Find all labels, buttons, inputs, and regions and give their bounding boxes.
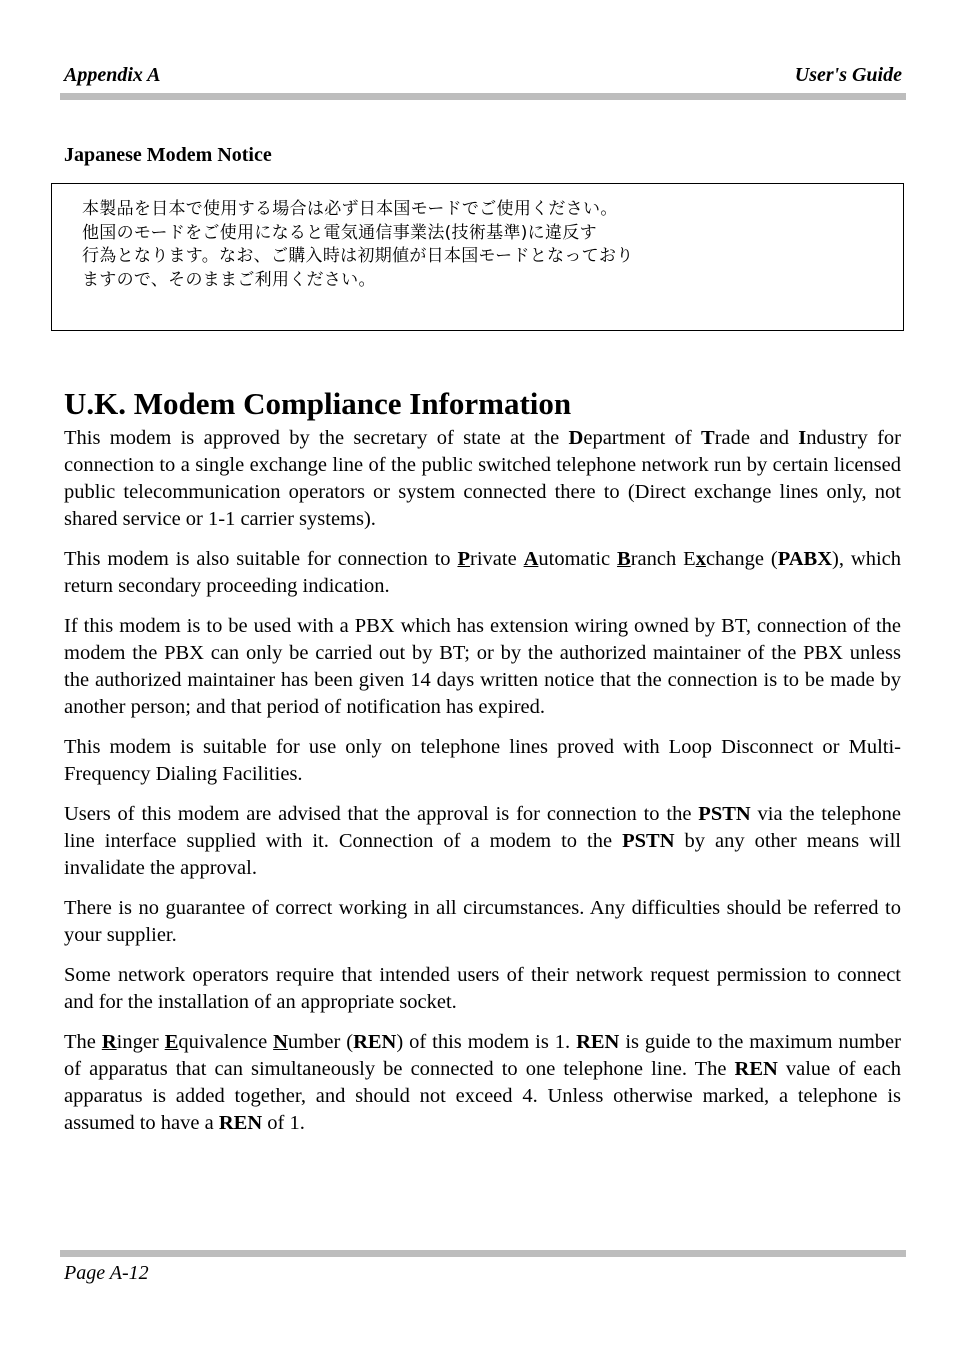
paragraph-guarantee: There is no guarantee of correct working in all circumstances. Any difficulties should be referred to your supplier. [64, 897, 901, 946]
japanese-notice-box [51, 183, 904, 331]
page-header [64, 64, 902, 92]
footer-divider [60, 1250, 906, 1257]
paragraph-pstn: Users of this modem are advised that the approval is for connection to the PSTN via the telephone line interface supplied with it. Connection of a modem to the PSTN by any other means will invalidate the approval. [64, 803, 902, 879]
japanese-notice-line: 本製品を日本で使用する場合は必ず日本国モードでご使用ください。 [82, 199, 618, 219]
paragraph-ren: The Ringer Equivalence Number (REN) of this modem is 1. REN is guide to the maximum number of apparatus that can simultaneously be connected to one telephone line. The REN value of each apparatus is added together, and should not exceed 4. Unless otherwise marked, a telephone is assumed to have a REN of 1. [64, 1031, 901, 1134]
japanese-notice-line: ますので、そのままご利用ください。 [82, 269, 376, 290]
header-document-title: User's Guide [794, 64, 902, 86]
paragraph-pabx: This modem is also suitable for connection to Private Automatic Branch Exchange (PABX), which return secondary proceeding indication. [64, 548, 902, 597]
header-section-title: Appendix A [64, 64, 161, 86]
paragraph-line-types: This modem is suitable for use only on telephone lines proved with Loop Disconnect or Multi-Frequency Dialing Facilities. [64, 736, 901, 785]
paragraph-pbx-wiring: If this modem is to be used with a PBX which has extension wiring owned by BT, connection of the modem the PBX can only be carried out by BT; or by the authorized maintainer of the PBX unless the authorized maintainer has been given 14 days written notice that the connection is to be made by another person; and that period of notification has expired. [64, 615, 901, 718]
section-body [64, 425, 901, 1150]
japanese-notice-heading: Japanese Modem Notice [64, 144, 272, 166]
japanese-notice-line: 行為となります。なお、ご購入時は初期値が日本国モードとなっており [82, 246, 634, 266]
header-divider [60, 93, 906, 100]
paragraph-network-operators: Some network operators require that intended users of their network request permission to connect and for the installation of an appropriate socket. [64, 964, 901, 1013]
section-title: U.K. Modem Compliance Information [64, 386, 572, 421]
page-number: Page A-12 [64, 1262, 149, 1284]
japanese-notice-line: 他国のモードをご使用になると電気通信事業法(技術基準)に違反す [82, 222, 597, 243]
paragraph-approval: This modem is approved by the secretary of state at the Department of Trade and Industry for connection to a single exchange line of the public switched telephone network run by certain licensed public telecommunication operators or system connected there to (Direct exchange lines only, not shared service or 1-1 carrier systems). [64, 427, 901, 530]
